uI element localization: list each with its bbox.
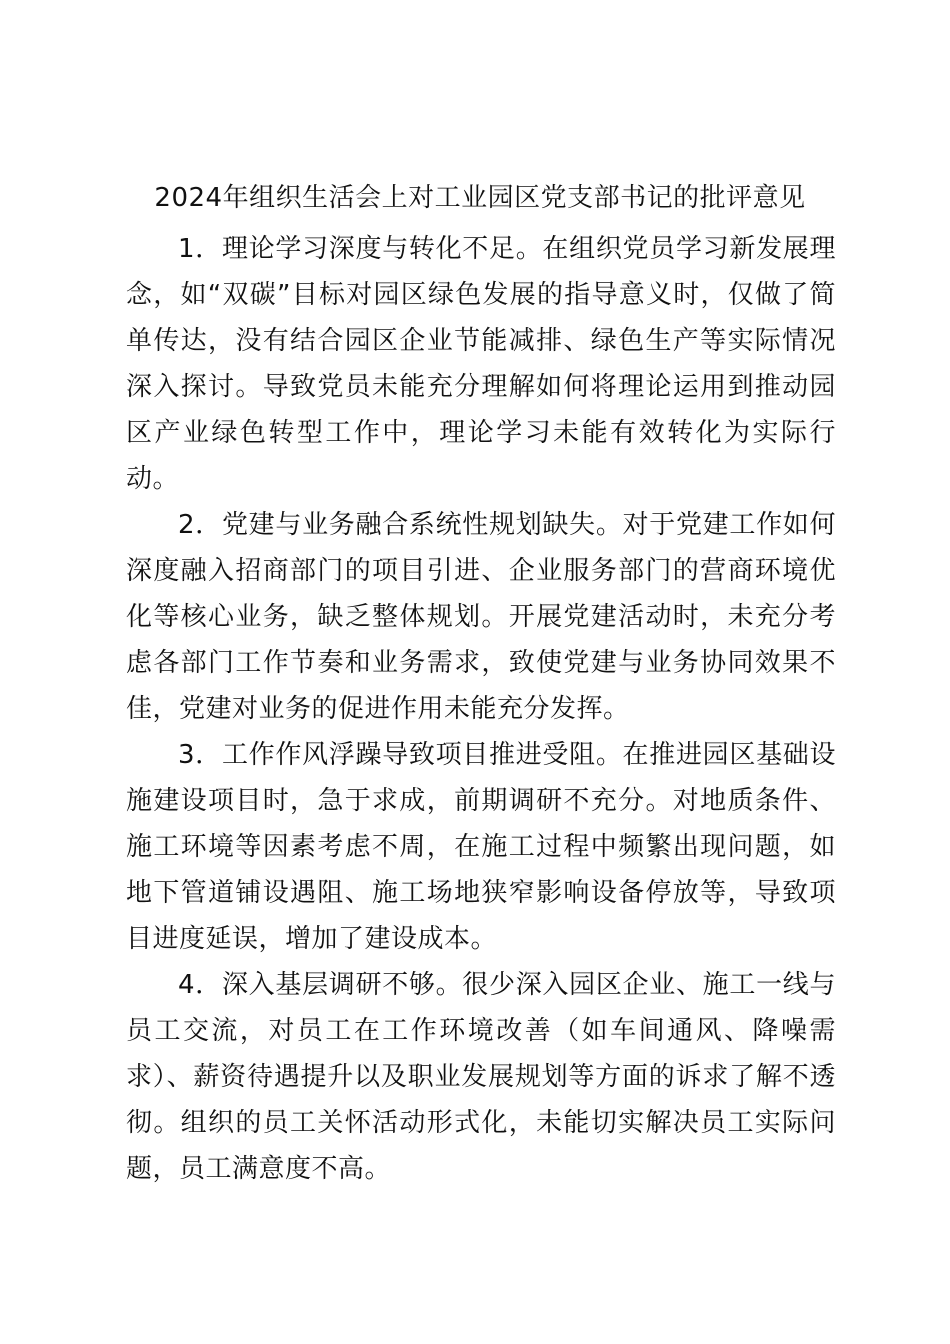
paragraph-3: 3．工作作风浮躁导致项目推进受阻。在推进园区基础设施建设项目时，急于求成，前期调研不充分。对地质条件、施工环境等因素考虑不周，在施工过程中频繁出现问题，如地下管道铺设遇阻、施工场地狭窄影响设备停放等，导致项目进度延误，增加了建设成本。 [126,740,836,954]
paragraph-2: 2．党建与业务融合系统性规划缺失。对于党建工作如何深度融入招商部门的项目引进、企业服务部门的营商环境优化等核心业务，缺乏整体规划。开展党建活动时，未充分考虑各部门工作节奏和业务需求，致使党建与业务协同效果不佳，党建对业务的促进作用未能充分发挥。 [126,510,836,724]
paragraph-4: 4．深入基层调研不够。很少深入园区企业、施工一线与员工交流，对员工在工作环境改善（如车间通风、降噪需求）、薪资待遇提升以及职业发展规划等方面的诉求了解不透彻。组织的员工关怀活动形式化，未能切实解决员工实际问题，员工满意度不高。 [126,970,836,1184]
document-body [126,226,836,1192]
document-title: 2024年组织生活会上对工业园区党支部书记的批评意见 [154,183,806,213]
paragraph-1: 1．理论学习深度与转化不足。在组织党员学习新发展理念，如“双碳”目标对园区绿色发展的指导意义时，仅做了简单传达，没有结合园区企业节能减排、绿色生产等实际情况深入探讨。导致党员未能充分理解如何将理论运用到推动园区产业绿色转型工作中，理论学习未能有效转化为实际行动。 [126,234,836,494]
